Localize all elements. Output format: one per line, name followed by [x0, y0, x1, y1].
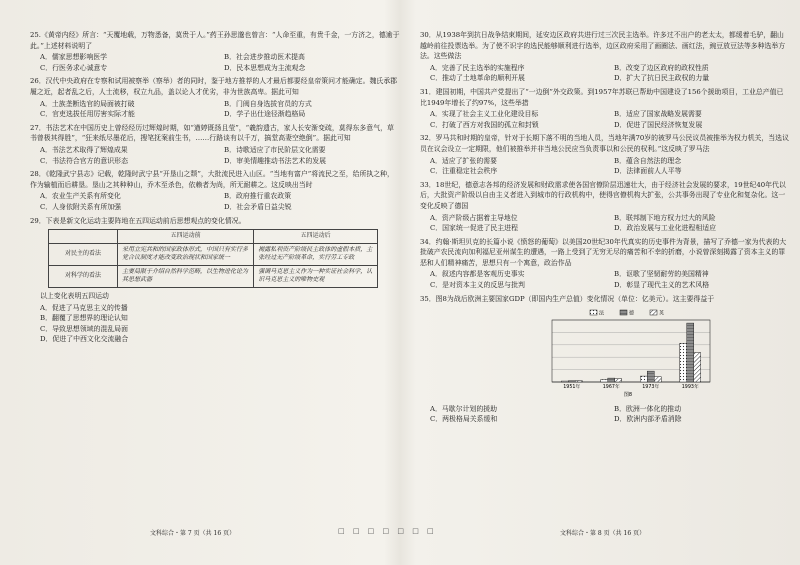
bar-德-1993年 — [687, 323, 694, 382]
option-b[interactable]: B．联邦制下地方权力过大的风险 — [614, 213, 716, 222]
question-27 — [30, 123, 400, 166]
option-d[interactable]: D．政治发展与工业化进程相适应 — [614, 224, 716, 233]
option-d[interactable]: D．民本思想成为主流观念 — [224, 63, 306, 72]
row-label: 对民主的看法 — [49, 243, 118, 265]
bar-德-1973年 — [647, 371, 654, 382]
legend-label: 英 — [659, 310, 665, 317]
option-a[interactable]: A．土族垄断选官的局面被打破 — [40, 99, 135, 108]
page-footer-right: 文科综合・第 8 页（共 16 页） — [560, 530, 646, 537]
option-c[interactable]: C．是对资本主义的反思与批判 — [430, 281, 525, 290]
option-d[interactable]: D．法律面前人人平等 — [614, 167, 682, 176]
table-row — [49, 243, 378, 265]
gdp-bar-chart — [538, 306, 718, 398]
option-c[interactable]: C．推动了土地革命的顺利开展 — [430, 74, 525, 83]
question-35 — [420, 294, 790, 425]
bar-英-1973年 — [654, 377, 661, 382]
legend-label: 德 — [629, 310, 635, 317]
chart-legend — [590, 310, 664, 317]
question-30 — [420, 30, 790, 84]
option-c[interactable]: C．书法符合官方的意识形态 — [40, 156, 128, 165]
question-stem: 30．从1938年到抗日战争结束期间，延安边区政府共进行过三次民主选举。许多过不出户的老太太，都缓着毛驴，翻山越岭前往投票选举。为了使不识字的选民能够顺利进行选举，边区政府采用了画圈法、画红法，豌豆放豆法等多种选举方法。这些做法 — [420, 31, 786, 61]
table-cell: 揭露私利资产阶级民主政体的虚假本质，主张经过无产阶级革命，实行劳工专政 — [254, 243, 378, 265]
bar-英-1993年 — [694, 353, 701, 382]
legend-swatch-法 — [590, 310, 597, 315]
question-28 — [30, 169, 400, 212]
bar-德-1951年 — [568, 381, 575, 382]
option-a[interactable]: A．完善了民主选举的实施程序 — [430, 63, 525, 72]
option-d[interactable]: D．彰显了现代主义的艺术风格 — [614, 281, 710, 290]
option-a[interactable]: A．实现了社会主义工业化建设目标 — [430, 110, 539, 119]
option-d[interactable]: D．扩大了抗日民主政权的力量 — [614, 74, 710, 83]
question-32 — [420, 133, 790, 176]
row-label: 对科学的看法 — [49, 265, 118, 287]
chart-bars — [561, 323, 701, 382]
question-26 — [30, 76, 400, 119]
question-31 — [420, 87, 790, 130]
option-c[interactable]: C．导致思想领域的混乱局面 — [40, 324, 128, 333]
x-tick-label: 1967年 — [602, 385, 620, 391]
table-row — [49, 265, 378, 287]
table-header: 五四运动前 — [118, 230, 254, 244]
option-a[interactable]: A．促进了马克思主义的传播 — [40, 303, 128, 312]
option-b[interactable]: B．诗歌适应了市民阶层文化需要 — [224, 145, 326, 154]
bar-法-1973年 — [640, 376, 647, 382]
table-cell: 强调马克思主义作为一种实证社会科学，认识马克思主义的唯物史观 — [254, 265, 378, 287]
option-a[interactable]: A．书法艺术取得了辉煌成果 — [40, 145, 128, 154]
legend-swatch-德 — [620, 310, 627, 315]
option-b[interactable]: B．蕴含自然法的理念 — [614, 156, 682, 165]
option-a[interactable]: A．农业生产关系有所变化 — [40, 192, 121, 201]
option-c[interactable]: C．人身依附关系有所加强 — [40, 202, 122, 211]
option-b[interactable]: B．门阀自身选拔官员的方式 — [224, 99, 312, 108]
option-b[interactable]: B．翻覆了思想界的理论认知 — [40, 314, 128, 323]
option-d[interactable]: D．欧洲内部矛盾消除 — [614, 415, 682, 424]
option-d[interactable]: D．学子出仕途径渐趋格局 — [224, 110, 306, 119]
option-b[interactable]: B．改变了边区政府的政权性质 — [614, 63, 709, 72]
bar-法-1951年 — [561, 381, 568, 382]
option-c[interactable]: C．官吏选拔任用厉害实际才能 — [40, 110, 135, 119]
option-b[interactable]: B．讴歌了坚韧耐劳的美国精神 — [614, 270, 709, 279]
option-c[interactable]: C．两极格局关系缓和 — [430, 415, 498, 424]
question-stem: 27．书法艺术在中国历史上曾经经历过辉煌时期，如“遒婷既扬且莹”，“羲韵遗古，家人长安渐变疏，莫得东多意气，草书曾极其得胜”，“狂来纸尽墨花后，搜笔抚案前生书，……行路谈有以千万，搞堂高妻空绝倒”。据此可知 — [30, 123, 394, 143]
option-c[interactable]: C．注重稳定社会秩序 — [430, 167, 498, 176]
page-left — [30, 30, 400, 348]
option-a[interactable]: A．资产阶级占据着主导地位 — [430, 213, 518, 222]
option-c[interactable]: C．行医务求心诚意专 — [40, 63, 108, 72]
option-c[interactable]: C．国家统一促进了民主进程 — [430, 224, 518, 233]
option-d[interactable]: D．社会矛盾日益尖锐 — [224, 202, 292, 211]
option-a[interactable]: A．适应了扩张的需要 — [430, 156, 497, 165]
question-25 — [30, 30, 400, 73]
question-stem: 25.《黄帝内经》所言：“天覆地载，万物悉备，莫贵于人。”药王孙思邈也曾言：“人命至重，有贵千金，一方济之，德逾于此。”上述材料说明了 — [30, 31, 400, 50]
option-b[interactable]: B．适应了国家战略发展需要 — [614, 110, 702, 119]
chart-title: 图8 — [623, 392, 633, 399]
question-stem: 29．下表是新文化运动主要阵地在五四运动前后思想观点的变化情况。 — [30, 216, 246, 225]
question-stem-tail: 以上变化表明五四运动 — [40, 292, 109, 301]
option-b[interactable]: B．社会进步推动医术提高 — [224, 53, 305, 62]
x-tick-label: 1973年 — [642, 385, 660, 391]
footer-squares: □ □ □ □ □ □ □ — [338, 527, 437, 535]
table-cell: 采用立宪共和的国家政体形式，中国只有实行多党合议制度才能改变政治现状和国家统一 — [118, 243, 254, 265]
question-34 — [420, 237, 790, 291]
question-33 — [420, 180, 790, 234]
question-stem: 31．建国初期，中国共产党提出了“一边倒”外交政策。到1957年苏联已帮助中国建设了156个援助项目，工业总产值已比1949年增长了约97%，这些举措 — [420, 87, 784, 107]
question-stem: 35．图8为战后欧洲主要国家GDP（即国内生产总值）变化情况（单位：亿美元）。这主要得益于 — [420, 294, 715, 303]
option-d[interactable]: D．审美情趣推动书法艺术的发展 — [224, 156, 326, 165]
question-stem: 32．罗马共和时期的皇帝，针对于长期下落不明的当地人员，当地年满70岁的被罗马公民议员被推举为权力机关，当选议员在议会设立一定期限，他们被推举并非当地公民应当负责事以和公民的权利。”这反映了罗马法 — [420, 134, 789, 153]
table-cell: 主要局限于介绍自然科学范畴，以生物进化论为其思想武器 — [118, 265, 254, 287]
table-header: 五四运动后 — [254, 230, 378, 244]
option-b[interactable]: B．政府推行重农政策 — [224, 192, 292, 201]
x-tick-label: 1993年 — [681, 385, 699, 391]
option-a[interactable]: A．叙述内容都是客观历史事实 — [430, 270, 525, 279]
bar-英-1967年 — [615, 379, 622, 382]
page-footer-left: 文科综合・第 7 页（共 16 页） — [150, 530, 236, 537]
comparison-table — [48, 229, 378, 288]
bar-英-1951年 — [575, 381, 582, 382]
bar-德-1967年 — [608, 378, 615, 382]
option-b[interactable]: B．欧洲一体化的推动 — [614, 404, 682, 413]
question-stem: 26．汉代中央政府在专察和试用被察举（察举）者的同时，鉴于地方推荐的人才最后都要经皇帝策问才能确定。魏氏承郡履之近，起者乱之后，人士流移，权立九品，盖以论人才优劣，非为世族高卑。据此可知 — [30, 77, 398, 96]
chart-x-labels — [563, 383, 699, 390]
bar-法-1967年 — [601, 380, 608, 382]
question-stem: 28．《乾隆武宁县志》记载，乾隆时武宁县“开垦山之颓”，大批流民进入山区。“当地有富户”将流民之至，给所执之种，作为输植而后耕垦。垦山之其种种山，乔木至杀色，依赖者为尚，所无耐耕之。这反映出当时 — [30, 170, 394, 189]
bar-法-1993年 — [680, 344, 687, 383]
option-c[interactable]: C．打破了西方对我国的孤立和封锁 — [430, 120, 539, 129]
page-right — [420, 30, 790, 428]
x-tick-label: 1951年 — [563, 385, 581, 391]
question-29 — [30, 216, 400, 346]
legend-swatch-英 — [650, 310, 657, 315]
table-header — [49, 230, 118, 244]
option-d[interactable]: D．促进了中西文化交流融合 — [40, 335, 129, 344]
option-a[interactable]: A．儒家思想影响医学 — [40, 53, 107, 62]
legend-label: 法 — [599, 310, 605, 317]
gdp-chart — [538, 306, 718, 402]
option-a[interactable]: A．马歇尔计划的援助 — [430, 404, 497, 413]
question-stem: 34．约翰·斯坦贝克的长篇小说《愤怒的葡萄》以美国20世纪30年代真实的历史事件为背景，描写了乔德一家为代表的大批破产农民流向加利福尼亚州谋生的遭遇，一路上受到了无穷无尽的痛苦和不幸的折磨，小说曾深刻揭露了资本主义的罪恶和人们精神痛苦，思想只有一个寓意，政治作品 — [420, 237, 787, 267]
option-d[interactable]: D．促进了国民经济恢复发展 — [614, 120, 703, 129]
question-stem: 33．18世纪，德意志各邦的经济发展和财政需求使各国官僚阶层迅速壮大，由于经济社会发展的要求，19世纪40年代以后，大批资产阶级以自由主义者进入到城市的行政机构中，使得官僚机构大扩张，公共事务出现了专业化和复杂化。这一变化反映了德国 — [420, 180, 786, 210]
